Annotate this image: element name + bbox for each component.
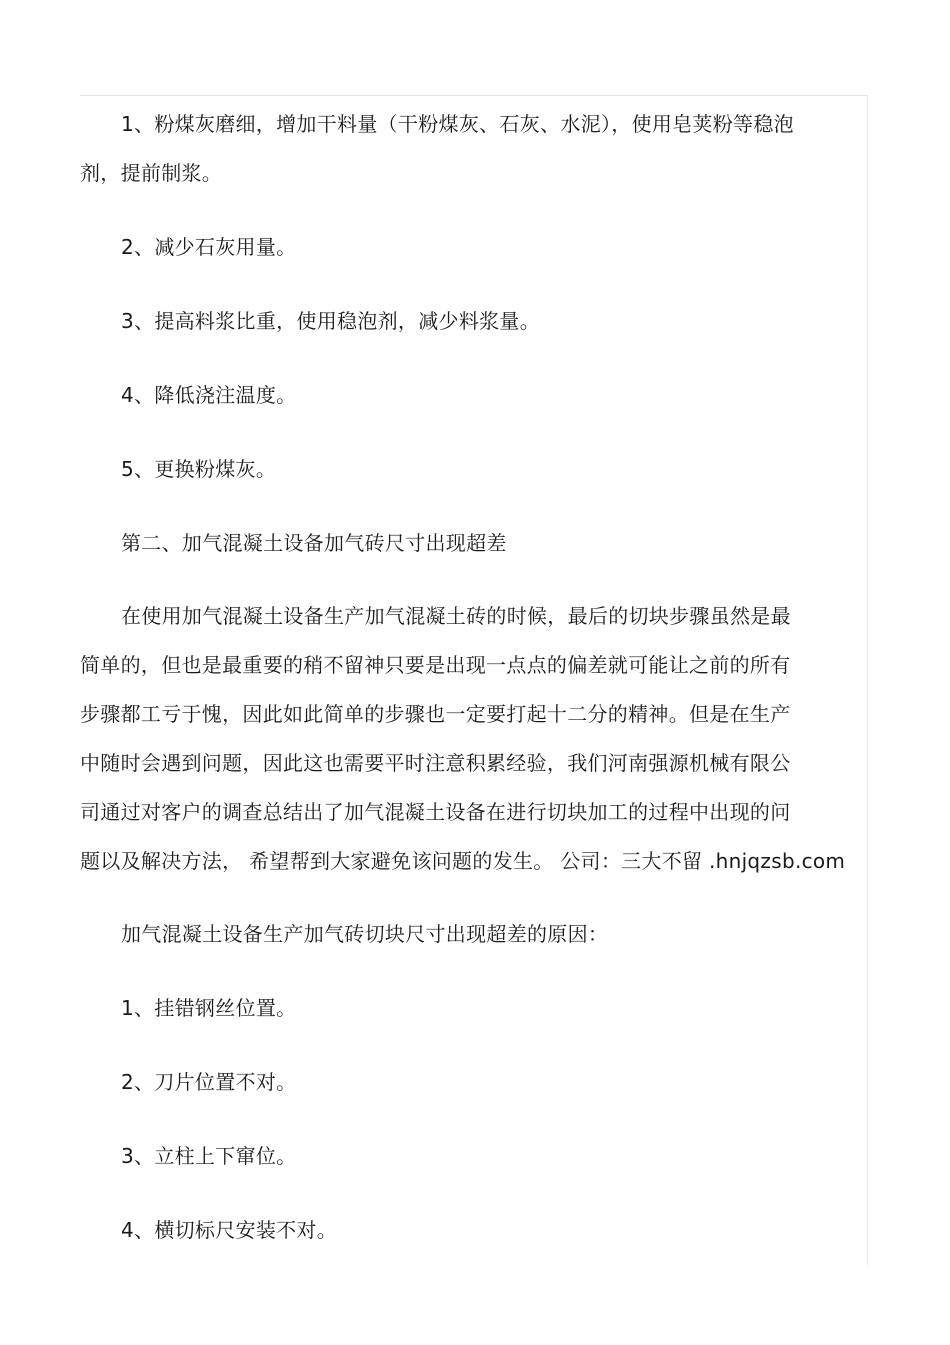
list-item-cause-4: 4、横切标尺安装不对。 (121, 1218, 338, 1242)
text-line: 剂，提前制浆。 (80, 161, 223, 185)
text-line: 在使用加气混凝土设备生产加气混凝土砖的时候，最后的切块步骤虽然是最 (121, 604, 791, 628)
text-line: 中随时会遇到问题，因此这也需要平时注意积累经验，我们河南强源机械有限公 (80, 751, 791, 775)
section-heading: 第二、加气混凝土设备加气砖尺寸出现超差 (121, 531, 507, 555)
list-item-measure-2: 2、减少石灰用量。 (121, 235, 297, 259)
text-line: 题以及解决方法， 希望帮到大家避免该问题的发生。 公司：三大不留 .hnjqzsb.com (80, 849, 846, 873)
list-item-cause-2: 2、刀片位置不对。 (121, 1070, 297, 1094)
list-item-measure-4: 4、降低浇注温度。 (121, 383, 297, 407)
document-body (80, 100, 870, 1256)
text-line: 步骤都工亏于愧，因此如此简单的步骤也一定要打起十二分的精神。但是在生产 (80, 702, 791, 726)
paragraph-intro (80, 592, 870, 886)
list-item-cause-1: 1、挂错钢丝位置。 (121, 996, 297, 1020)
causes-heading: 加气混凝土设备生产加气砖切块尺寸出现超差的原因： (121, 922, 609, 946)
text-line: 司通过对客户的调查总结出了加气混凝土设备在进行切块加工的过程中出现的问 (80, 800, 791, 824)
text-line: 1、粉煤灰磨细，增加干料量（干粉煤灰、石灰、水泥），使用皂荚粉等稳泡 (121, 112, 794, 136)
list-item-measure-3: 3、提高料浆比重，使用稳泡剂，减少料浆量。 (121, 309, 541, 333)
paragraph-measure-1 (80, 100, 870, 198)
list-item-measure-5: 5、更换粉煤灰。 (121, 457, 277, 481)
text-line: 简单的，但也是最重要的稍不留神只要是出现一点点的偏差就可能让之前的所有 (80, 653, 791, 677)
list-item-cause-3: 3、立柱上下窜位。 (121, 1144, 297, 1168)
